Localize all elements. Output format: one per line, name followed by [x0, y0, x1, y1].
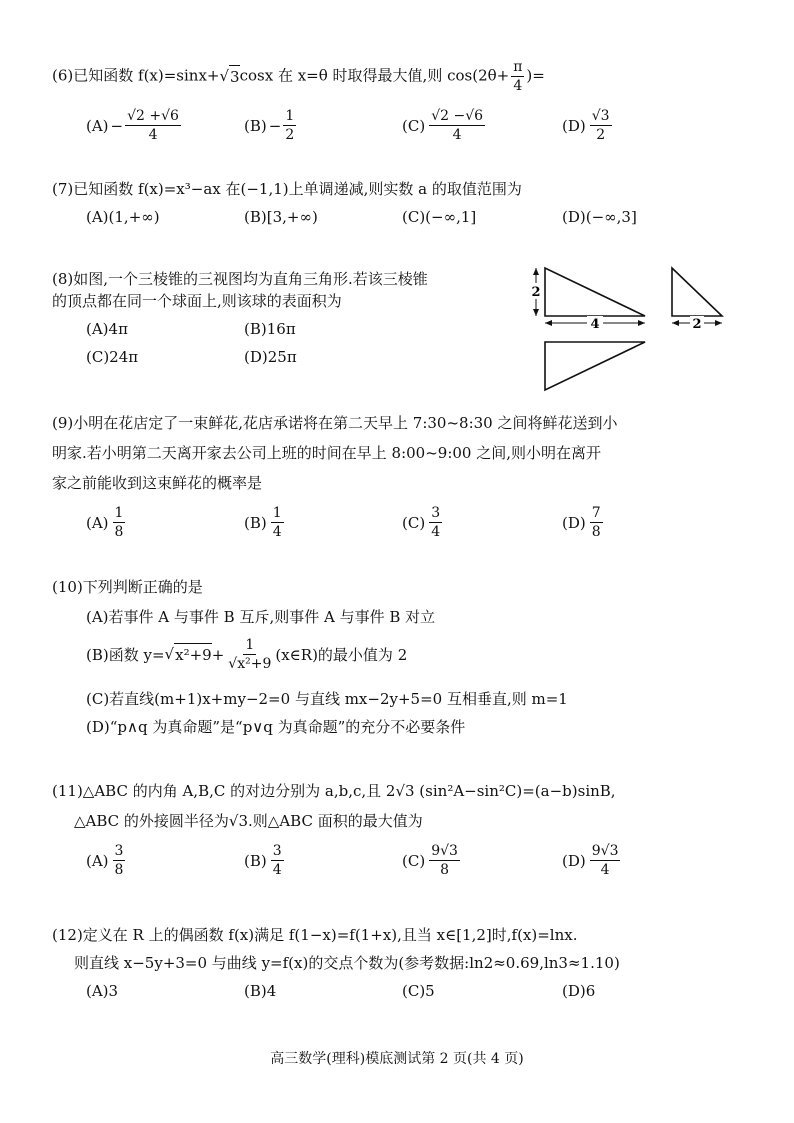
q6-option-b-den: 2 [285, 127, 295, 143]
q10-option-c: (C)若直线(m+1)x+my−2=0 与直线 mx−2y+5=0 互相垂直,则 m=1 [86, 690, 568, 708]
q12-option-b: (B)4 [244, 982, 277, 1000]
question-10 [52, 576, 742, 736]
question-12-stem-line2: 则直线 x−5y+3=0 与曲线 y=f(x)的交点个数为(参考数据:ln2≈0.69,ln3≈1.10) [74, 954, 620, 972]
question-11-stem-line2: △ABC 的外接圆半径为√3.则△ABC 面积的最大值为 [74, 812, 423, 830]
q7-option-a: (A)(1,+∞) [86, 208, 160, 226]
q6-option-b-label: (B) [244, 116, 267, 135]
question-9-stem-line1: (9)小明在花店定了一束鲜花,花店承诺将在第二天早上 7:30~8:30 之间将鲜花送到小 [52, 414, 618, 432]
q11-option-d-label: (D) [562, 851, 586, 870]
question-7 [52, 178, 742, 230]
q11-option-b-num: 3 [272, 843, 282, 859]
q12-option-a: (A)3 [86, 982, 119, 1000]
q11-option-c-frac [429, 842, 460, 879]
q6-four: 4 [513, 78, 523, 94]
q9-option-b-frac [271, 504, 284, 541]
q11-option-c-num: 9√3 [431, 843, 458, 859]
q9-option-a-num: 1 [114, 505, 124, 521]
q11-option-b [244, 842, 286, 879]
q6-option-c-num: √2 −√6 [431, 108, 484, 124]
q9-option-c-label: (C) [402, 513, 426, 532]
q9-option-b [244, 504, 286, 541]
q6-option-c-label: (C) [402, 116, 426, 135]
q11-option-a [86, 842, 127, 879]
q6-option-a-num: √2 +√6 [127, 108, 179, 124]
three-view-figure [520, 262, 745, 397]
q6-option-b-frac [283, 107, 296, 144]
question-11-options [52, 842, 742, 886]
side-view-width-dimension [672, 316, 722, 332]
q6-option-c-den: 4 [452, 127, 462, 143]
q9-option-b-num: 1 [272, 505, 282, 521]
q11-option-d [562, 842, 622, 879]
question-6-stem [52, 58, 742, 95]
q7-option-b: (B)[3,+∞) [244, 208, 318, 226]
q10-option-b-radicand: x²+9 [174, 643, 212, 666]
q11-option-d-num: 9√3 [591, 843, 619, 859]
q11-option-d-frac [590, 842, 621, 879]
q6-option-d [562, 107, 614, 144]
question-7-stem: (7)已知函数 f(x)=x³−ax 在(−1,1)上单调递减,则实数 a 的取值范围为 [52, 180, 522, 198]
question-9-stem-line2: 明家.若小明第二天离开家去公司上班的时间在早上 8:00~9:00 之间,则小明在离开 [52, 444, 602, 462]
q6-option-b-num: 1 [285, 108, 295, 124]
q6-option-a-den: 4 [148, 127, 158, 143]
q6-option-b-sign: − [268, 116, 282, 135]
question-12-stem-line1: (12)定义在 R 上的偶函数 f(x)满足 f(1−x)=f(1+x),且当 x∈[1,2]时,f(x)=lnx. [52, 926, 578, 944]
q6-option-b [244, 107, 298, 144]
question-8-stem-line2: 的顶点都在同一个球面上,则该球的表面积为 [52, 292, 342, 310]
q8-option-c: (C)24π [86, 348, 139, 366]
question-11-stem-line1: (11)△ABC 的内角 A,B,C 的对边分别为 a,b,c,且 2√3 (sin²A−sin²C)=(a−b)sinB, [52, 782, 616, 800]
front-view-triangle [545, 268, 645, 316]
question-8-stem-line1: (8)如图,一个三棱锥的三视图均为直角三角形.若该三棱锥 [52, 270, 428, 288]
q10-option-b-suffix: (x∈R)的最小值为 2 [275, 645, 408, 664]
q11-option-c [402, 842, 462, 879]
q12-option-c: (C)5 [402, 982, 435, 1000]
question-9 [52, 412, 742, 548]
q6-option-d-frac [590, 107, 612, 144]
front-view-height-label: 2 [531, 285, 541, 300]
q11-option-c-label: (C) [402, 851, 426, 870]
q6-sqrt3: √ 3 [219, 66, 240, 86]
q8-option-d: (D)25π [244, 348, 297, 366]
page-footer: 高三数学(理科)模底测试第 2 页(共 4 页) [270, 1051, 524, 1067]
q11-option-b-frac [271, 842, 284, 879]
q10-option-b-prefix: (B)函数 y= [86, 645, 165, 664]
q6-option-a [86, 107, 183, 144]
question-7-options [52, 206, 742, 230]
q9-option-b-label: (B) [244, 513, 267, 532]
q7-option-d: (D)(−∞,3] [562, 208, 637, 226]
q10-option-d: (D)“p∧q 为真命题”是“p∨q 为真命题”的充分不必要条件 [86, 718, 466, 736]
q9-option-a-den: 8 [114, 524, 124, 540]
q6-option-c-frac [429, 107, 485, 144]
question-8-options [52, 318, 522, 372]
q12-option-d: (D)6 [562, 982, 596, 1000]
q10-option-b [86, 636, 407, 673]
question-12-options [52, 980, 742, 1004]
q11-option-a-den: 8 [114, 862, 124, 878]
q9-option-d-den: 8 [591, 524, 601, 540]
q9-option-d-frac [590, 504, 603, 541]
q9-option-c-frac [429, 504, 442, 541]
q6-option-a-frac [125, 107, 181, 144]
q10-option-a: (A)若事件 A 与事件 B 互斥,则事件 A 与事件 B 对立 [86, 608, 436, 626]
q6-stem-part-b: cosx 在 x=θ 时取得最大值,则 cos(2θ+ [239, 66, 510, 85]
q6-pi-over-4 [511, 58, 524, 95]
q9-option-c-den: 4 [431, 524, 441, 540]
q6-stem-part-a: (6)已知函数 f(x)=sinx+ [52, 66, 220, 85]
q10-option-b-sqrt: √ x²+9 [164, 645, 212, 664]
q8-option-b: (B)16π [244, 320, 296, 338]
q9-option-a-label: (A) [86, 513, 109, 532]
q6-pi: π [513, 59, 523, 75]
q11-option-c-den: 8 [440, 862, 450, 878]
q9-option-a-frac [113, 504, 126, 541]
q8-option-a: (A)4π [86, 320, 128, 338]
question-8 [52, 268, 522, 372]
q9-option-d-num: 7 [591, 505, 601, 521]
q9-option-c [402, 504, 444, 541]
q6-option-a-sign: − [110, 116, 124, 135]
question-9-stem-line3: 家之前能收到这束鲜花的概率是 [52, 474, 263, 492]
front-view-height-dimension [530, 268, 542, 316]
q9-option-b-den: 4 [272, 524, 282, 540]
question-12 [52, 924, 742, 1004]
q11-option-b-label: (B) [244, 851, 267, 870]
q11-option-d-den: 4 [600, 862, 610, 878]
side-view-width-label: 2 [692, 317, 702, 332]
question-6-options [52, 107, 742, 151]
question-6 [52, 58, 742, 151]
q6-option-c [402, 107, 487, 144]
q11-option-a-num: 3 [114, 843, 124, 859]
question-11 [52, 780, 742, 886]
q10-option-b-frac [226, 636, 273, 673]
q6-option-a-label: (A) [86, 116, 109, 135]
q10-option-b-plus: + [211, 645, 225, 664]
question-10-stem: (10)下列判断正确的是 [52, 578, 203, 596]
q7-option-c: (C)(−∞,1] [402, 208, 477, 226]
q10-option-b-num: 1 [245, 637, 255, 653]
front-view-width-dimension [545, 316, 645, 332]
top-view-triangle [545, 342, 645, 390]
q11-option-a-frac [113, 842, 126, 879]
q6-sqrt3-radicand: 3 [229, 65, 240, 88]
q11-option-b-den: 4 [272, 862, 282, 878]
q9-option-a [86, 504, 127, 541]
q6-option-d-den: 2 [596, 127, 606, 143]
q9-option-c-num: 3 [431, 505, 441, 521]
q11-option-a-label: (A) [86, 851, 109, 870]
side-view-triangle [672, 268, 722, 316]
q10-option-b-den: √x²+9 [228, 656, 272, 672]
q9-option-d [562, 504, 605, 541]
question-9-options [52, 504, 742, 548]
front-view-width-label: 4 [590, 317, 600, 332]
q9-option-d-label: (D) [562, 513, 586, 532]
q6-option-d-label: (D) [562, 116, 586, 135]
q6-option-d-num: √3 [591, 108, 610, 124]
q6-stem-part-c: )= [526, 66, 545, 85]
